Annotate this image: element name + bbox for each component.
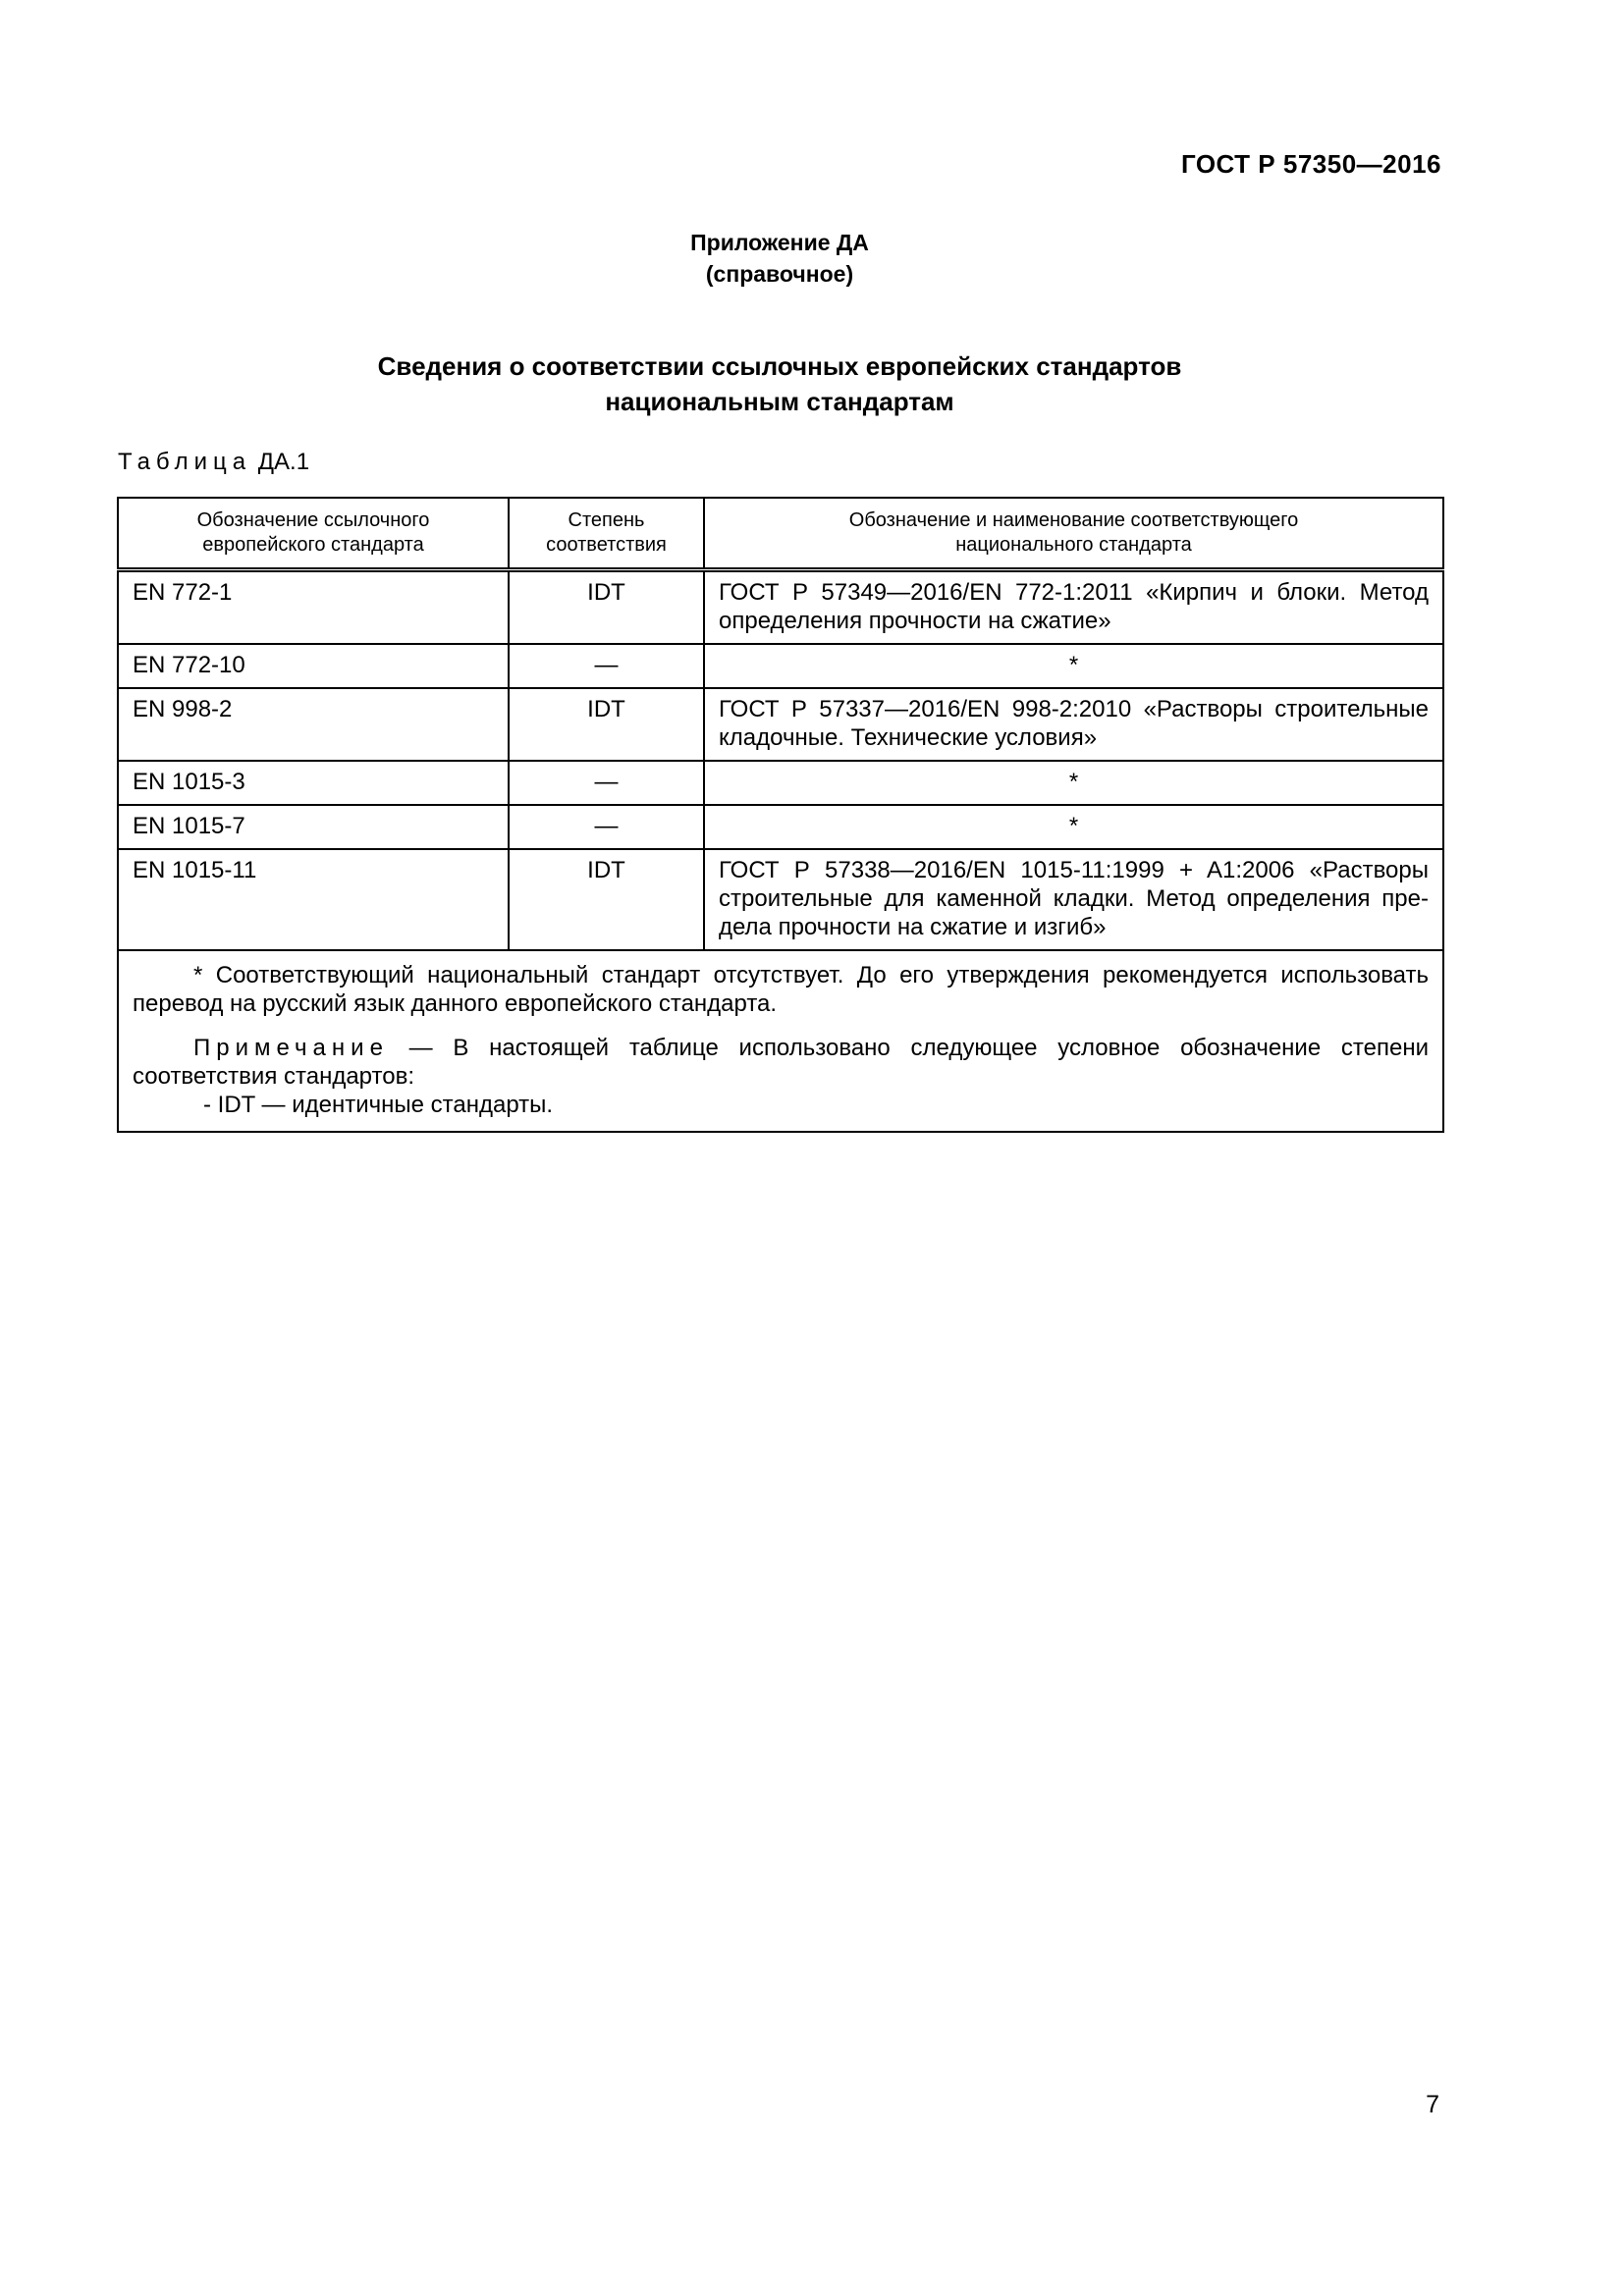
header-national-standard: Обозначение и наименование соответствующего национального стандарта [704,498,1443,570]
note-list-item: - IDT — идентичные стандарты. [203,1092,554,1118]
annex-title-line-1: Сведения о соответствии ссылочных европейских стандартов [377,351,1182,381]
table-note [133,1034,1429,1091]
table-row [118,761,1443,805]
cell-european-code: EN 1015-7 [118,805,509,849]
header-degree: Степень соответствия [509,498,704,570]
annex-label: Приложение ДА [690,230,869,255]
table-caption [118,449,309,476]
cell-degree: — [509,761,704,805]
cell-national-standard: * [704,805,1443,849]
cell-european-code: EN 772-10 [118,644,509,688]
correspondence-table [117,497,1444,1133]
cell-national-standard: ГОСТ Р 57338—2016/EN 1015-11:1999 + A1:2006 «Растворы строительные для каменной кладки. Метод определения пре-дела прочности на сжатие и изгиб» [704,849,1443,950]
cell-european-code: EN 772-1 [118,570,509,645]
document-code: ГОСТ Р 57350—2016 [1180,149,1441,179]
cell-degree: IDT [509,570,704,645]
page-number: 7 [1426,2091,1439,2118]
cell-national-standard: * [704,644,1443,688]
cell-european-code: EN 1015-3 [118,761,509,805]
cell-national-standard: ГОСТ Р 57337—2016/EN 998-2:2010 «Растворы строительные кладочные. Технические условия» [704,688,1443,761]
cell-national-standard: ГОСТ Р 57349—2016/EN 772-1:2011 «Кирпич и блоки. Метод определения прочности на сжатие» [704,570,1443,645]
cell-european-code: EN 1015-11 [118,849,509,950]
cell-degree: IDT [509,849,704,950]
table-footnote-cell [118,950,1443,1132]
table-row [118,805,1443,849]
annex-title-line-2: национальным стандартам [605,387,954,416]
cell-european-code: EN 998-2 [118,688,509,761]
note-label: Примечание [193,1035,389,1061]
table-footnote-row [118,950,1443,1132]
header-european-standard: Обозначение ссылочного европейского стандарта [118,498,509,570]
table-header-row [118,498,1443,570]
cell-national-standard: * [704,761,1443,805]
note-text: — В настоящей таблице использовано следующее условное обозначение степени соответствия стандартов: [133,1035,1429,1090]
cell-degree: — [509,644,704,688]
table-row [118,849,1443,950]
annex-type: (справочное) [705,261,854,287]
table-row [118,688,1443,761]
table-caption-number: ДА.1 [257,449,310,475]
table-caption-label: Таблица [118,449,252,475]
table-row [118,644,1443,688]
annex-title [0,348,1559,419]
annex-heading [0,227,1559,290]
cell-degree: — [509,805,704,849]
table-row [118,570,1443,645]
cell-degree: IDT [509,688,704,761]
table-footnote: * Соответствующий национальный стандарт отсутствует. До его утверждения рекомендуется использовать перевод на русский язык данного европейского стандарта. [133,962,1429,1017]
